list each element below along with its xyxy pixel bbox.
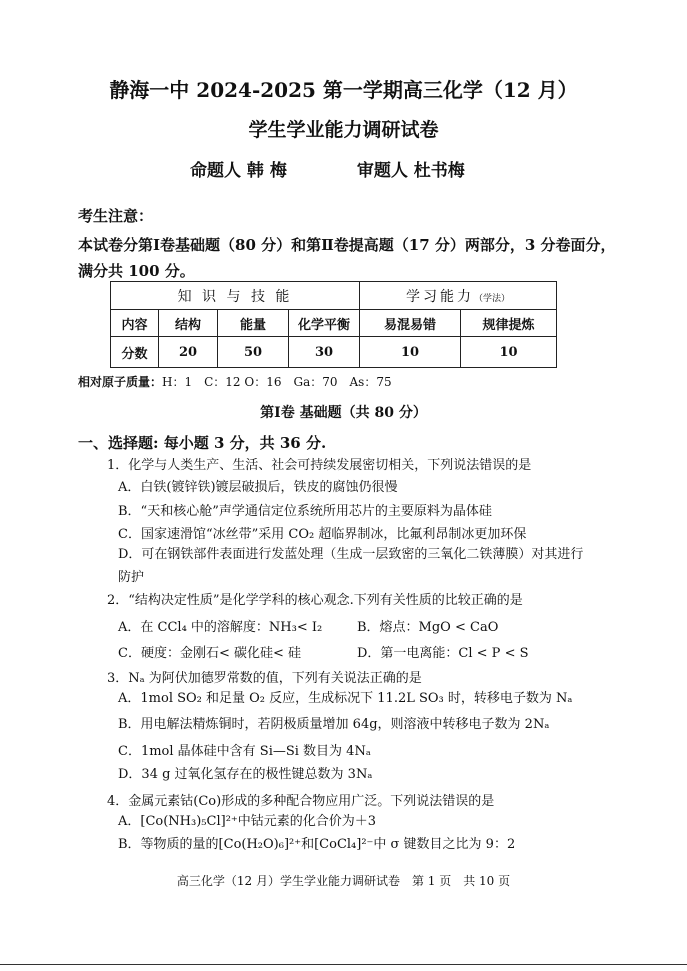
table-header-cell: 规律提炼: [461, 310, 557, 337]
q3-option-c: C．1mol 晶体硅中含有 Si—Si 数目为 4Nₐ: [118, 744, 371, 759]
setter-name: 命题人 韩 梅: [190, 161, 287, 181]
authors-line: [190, 163, 465, 180]
q3-option-a: A．1mol SO₂ 和足量 O₂ 反应，生成标况下 11.2L SO₃ 时，转移电子数为 Nₐ: [118, 691, 573, 706]
question-1: 1．化学与人类生产、生活、社会可持续发展密切相关，下列说法错误的是: [107, 458, 532, 473]
score-row-label: 分数: [111, 337, 159, 368]
table-header-cell: 化学平衡: [289, 310, 360, 337]
learning-ability-note: （学法）: [473, 293, 510, 304]
q3-option-b: B．用电解法精炼铜时，若阴极质量增加 64g，则溶液中转移电子数为 2Nₐ: [118, 717, 550, 732]
q1-option-a: A．白铁(镀锌铁)镀层破损后，铁皮的腐蚀仍很慢: [118, 480, 398, 495]
question-4: 4．金属元素钴(Co)形成的多种配合物应用广泛。下列说法错误的是: [107, 794, 495, 809]
table-score-cell: 10: [360, 337, 461, 368]
question-2: 2．“结构决定性质”是化学学科的核心观念.下列有关性质的比较正确的是: [107, 593, 523, 608]
q4-option-a: A．[Co(NH₃)₅Cl]²⁺中钴元素的化合价为＋3: [118, 814, 377, 829]
question-3: 3．Nₐ 为阿伏加德罗常数的值，下列有关说法正确的是: [107, 671, 422, 686]
q1-option-d: D．可在钢铁部件表面进行发蓝处理（生成一层致密的三氧化二铁薄膜）对其进行: [118, 547, 584, 562]
table-score-cell: 20: [159, 337, 218, 368]
content-row-label: 内容: [111, 310, 159, 337]
page-footer: 高三化学（12 月）学生学业能力调研试卷 第 1 页 共 10 页: [176, 874, 511, 888]
notice-line-2: 满分共 100 分。: [78, 262, 195, 280]
q2-option-d: D．第一电离能：Cl < P < S: [357, 646, 529, 661]
q1-option-d-continued: 防护: [118, 570, 145, 585]
part-1-title: 第Ⅰ卷 基础题（共 80 分）: [260, 405, 427, 421]
atomic-mass-line: [78, 376, 392, 388]
score-table: [110, 281, 557, 368]
learning-ability-header: [360, 282, 557, 310]
table-score-cell: 50: [218, 337, 289, 368]
reviewer-name: 审题人 杜书梅: [356, 161, 465, 181]
atomic-mass-values: H：1 C：12 O：16 Ga：70 As：75: [162, 375, 392, 389]
table-header-cell: 易混易错: [360, 310, 461, 337]
table-header-cell: 能量: [218, 310, 289, 337]
exam-title: 静海一中 2024-2025 第一学期高三化学（12 月）: [109, 78, 578, 102]
q2-option-c: C．硬度：金刚石< 碳化硅< 硅: [118, 646, 301, 661]
exam-subtitle: 学生学业能力调研试卷: [248, 119, 439, 141]
bottom-divider: [0, 964, 687, 965]
q1-option-c: C．国家速滑馆“冰丝带”采用 CO₂ 超临界制冰，比氟利昂制冰更加环保: [118, 527, 527, 542]
notice-heading: 考生注意：: [78, 207, 154, 225]
knowledge-skills-header: 知 识 与 技 能: [111, 282, 360, 310]
table-score-cell: 30: [289, 337, 360, 368]
atomic-mass-label: 相对原子质量：: [78, 375, 163, 389]
q1-option-b: B．“天和核心舱”声学通信定位系统所用芯片的主要原料为晶体硅: [118, 504, 492, 519]
table-header-cell: 结构: [159, 310, 218, 337]
learning-ability-label: 学习能力: [405, 288, 474, 305]
section-1-title: 一、选择题: 每小题 3 分，共 36 分.: [78, 434, 327, 452]
q4-option-b: B．等物质的量的[Co(H₂O)₆]²⁺和[CoCl₄]²⁻中 σ 键数目之比为 9：2: [118, 837, 516, 852]
q3-option-d: D．34 g 过氧化氢存在的极性键总数为 3Nₐ: [118, 767, 373, 782]
q2-option-b: B．熔点：MgO < CaO: [357, 620, 499, 635]
table-score-cell: 10: [461, 337, 557, 368]
notice-line-1: 本试卷分第Ⅰ卷基础题（80 分）和第Ⅱ卷提高题（17 分）两部分，3 分卷面分，: [78, 236, 616, 254]
q2-option-a: A．在 CCl₄ 中的溶解度：NH₃< I₂: [118, 620, 323, 635]
